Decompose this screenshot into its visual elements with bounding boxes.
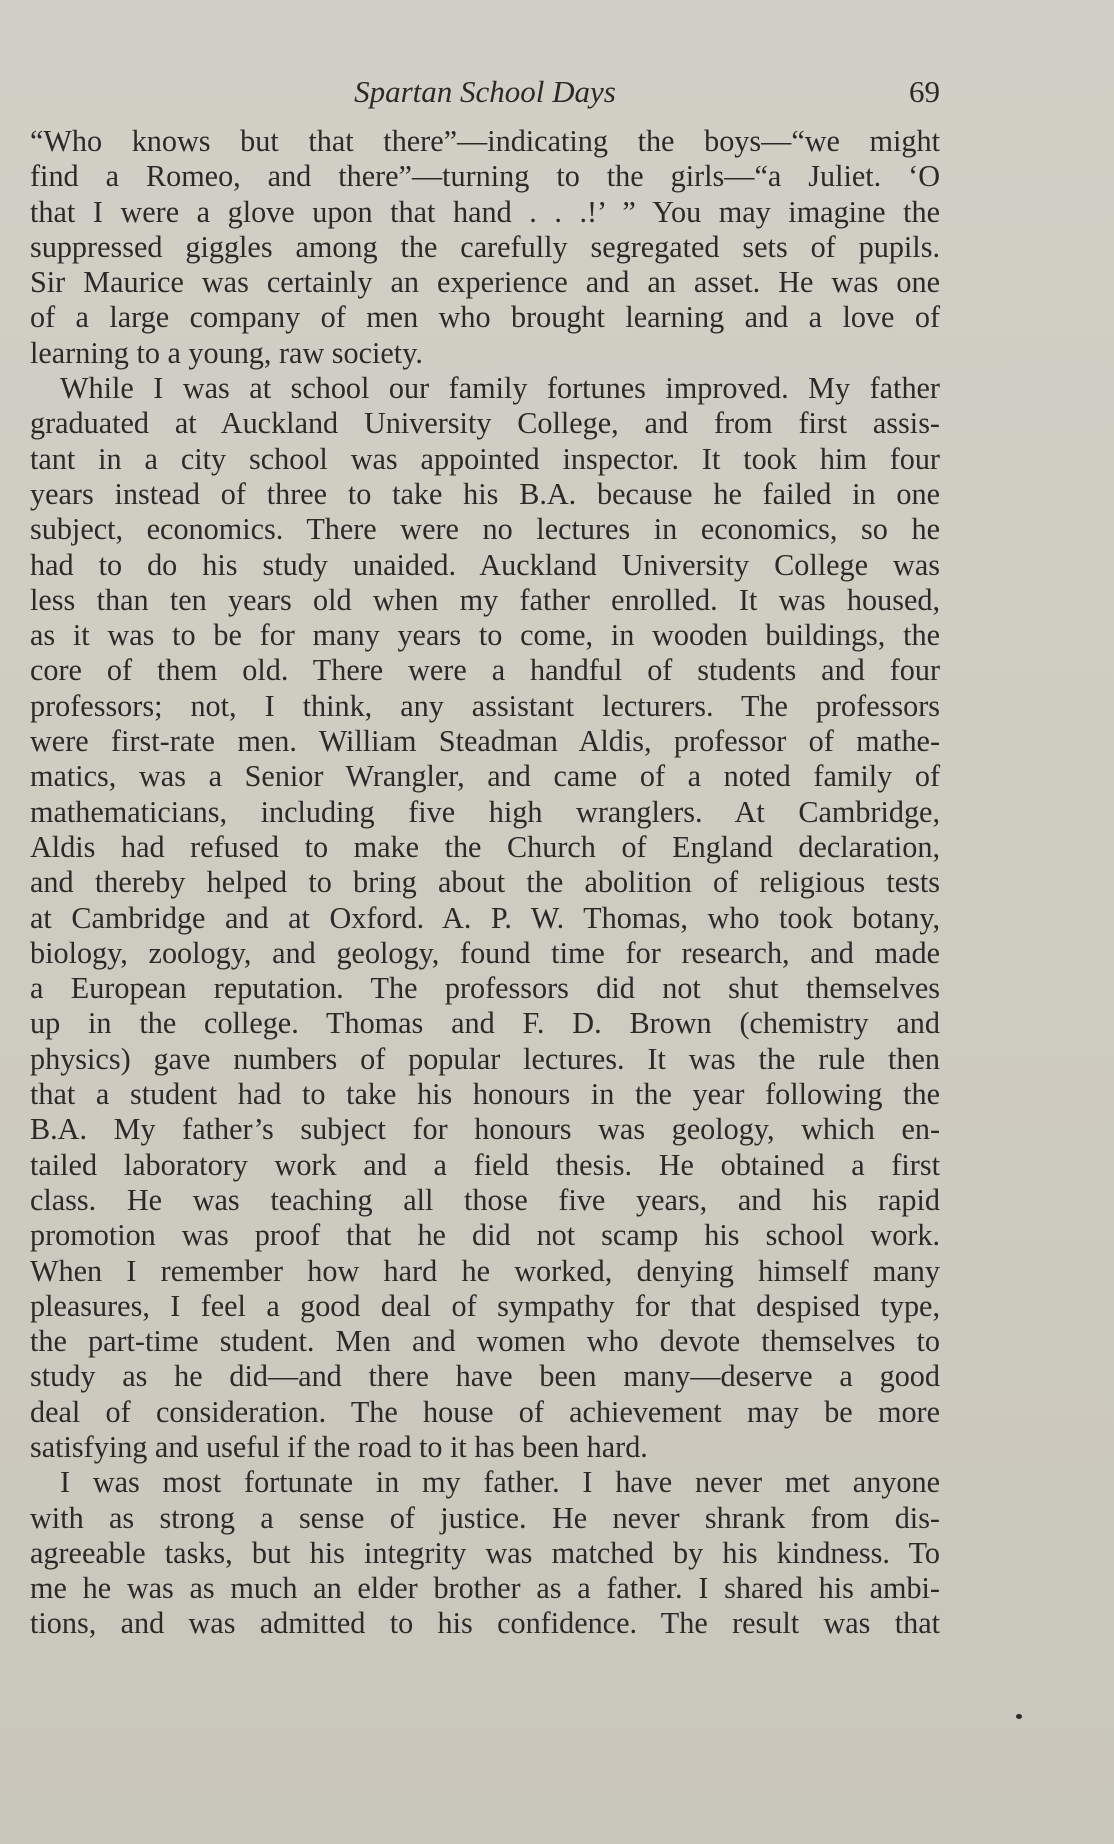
text-line: study as he did—and there have been many—deserve a good — [30, 1359, 940, 1394]
text-line: a European reputation. The professors did not shut themselves — [30, 971, 940, 1006]
text-line: core of them old. There were a handful of students and four — [30, 653, 940, 688]
text-line: graduated at Auckland University College, and from first assis- — [30, 406, 940, 441]
text-line: were first-rate men. William Steadman Aldis, professor of mathe- — [30, 724, 940, 759]
text-line: Sir Maurice was certainly an experience and an asset. He was one — [30, 265, 940, 300]
text-line: less than ten years old when my father enrolled. It was housed, — [30, 582, 940, 617]
running-title: Spartan School Days — [354, 74, 616, 109]
paragraph — [30, 1465, 940, 1641]
text-line: matics, was a Senior Wrangler, and came of a noted family of — [30, 759, 940, 794]
text-line: up in the college. Thomas and F. D. Brown (chemistry and — [30, 1006, 940, 1041]
text-line: tions, and was admitted to his confidence. The result was that — [30, 1606, 940, 1641]
text-line: Aldis had refused to make the Church of England declaration, — [30, 829, 940, 864]
text-line: I was most fortunate in my father. I have never met anyone — [60, 1465, 940, 1500]
text-line: me he was as much an elder brother as a father. I shared his ambi- — [30, 1571, 940, 1606]
text-line: years instead of three to take his B.A. because he failed in one — [30, 476, 940, 511]
text-line: deal of consideration. The house of achievement may be more — [30, 1394, 940, 1429]
text-line: with as strong a sense of justice. He never shrank from dis- — [30, 1500, 940, 1535]
paragraph — [30, 371, 940, 1465]
paper-speck — [1016, 1714, 1022, 1719]
text-line: When I remember how hard he worked, denying himself many — [30, 1253, 940, 1288]
text-line: subject, economics. There were no lectures in economics, so he — [30, 512, 940, 547]
text-line: at Cambridge and at Oxford. A. P. W. Thomas, who took botany, — [30, 900, 940, 935]
text-line: satisfying and useful if the road to it has been hard. — [30, 1429, 648, 1464]
text-line: promotion was proof that he did not scamp his school work. — [30, 1218, 940, 1253]
text-line: as it was to be for many years to come, in wooden buildings, the — [30, 618, 940, 653]
text-line: biology, zoology, and geology, found time for research, and made — [30, 935, 940, 970]
text-line: that I were a glove upon that hand . . .!’ ” You may imagine the — [30, 194, 940, 229]
paragraph — [30, 124, 940, 371]
body-text — [30, 124, 940, 1642]
text-line: that a student had to take his honours in the year following the — [30, 1077, 940, 1112]
text-line: the part-time student. Men and women who devote themselves to — [30, 1324, 940, 1359]
text-line: and thereby helped to bring about the abolition of religious tests — [30, 865, 940, 900]
text-line: physics) gave numbers of popular lectures. It was the rule then — [30, 1041, 940, 1076]
text-line: While I was at school our family fortunes improved. My father — [60, 371, 940, 406]
text-line: “Who knows but that there”—indicating the boys—“we might — [30, 124, 940, 158]
text-line: agreeable tasks, but his integrity was matched by his kindness. To — [30, 1535, 940, 1570]
text-line: B.A. My father’s subject for honours was geology, which en- — [30, 1112, 940, 1147]
text-line: of a large company of men who brought learning and a love of — [30, 300, 940, 335]
text-line: professors; not, I think, any assistant lecturers. The professors — [30, 688, 940, 723]
text-line: pleasures, I feel a good deal of sympathy for that despised type, — [30, 1288, 940, 1323]
text-line: find a Romeo, and there”—turning to the girls—“a Juliet. ‘O — [30, 159, 940, 194]
text-line: had to do his study unaided. Auckland University College was — [30, 547, 940, 582]
text-line: learning to a young, raw society. — [30, 335, 423, 370]
page-number: 69 — [909, 74, 940, 109]
text-line: class. He was teaching all those five years, and his rapid — [30, 1182, 940, 1217]
running-head — [30, 72, 940, 112]
text-line: tant in a city school was appointed inspector. It took him four — [30, 441, 940, 476]
text-line: suppressed giggles among the carefully segregated sets of pupils. — [30, 229, 940, 264]
text-line: tailed laboratory work and a field thesis. He obtained a first — [30, 1147, 940, 1182]
text-line: mathematicians, including five high wranglers. At Cambridge, — [30, 794, 940, 829]
